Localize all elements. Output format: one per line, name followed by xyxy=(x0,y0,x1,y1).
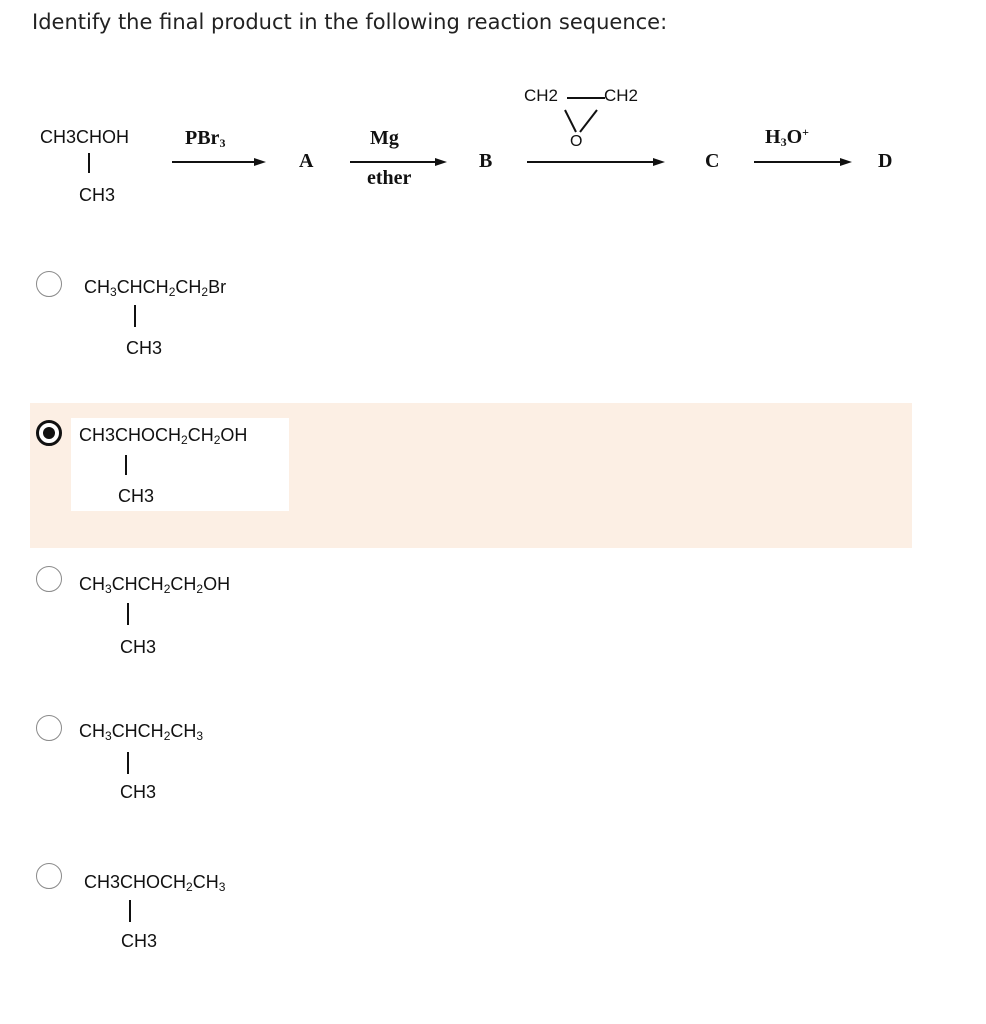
option-2-formula: $CH3CHOCH_2CH_2OH$ xyxy=(79,425,248,447)
start-compound: CH3CHOH xyxy=(40,127,130,147)
option-2-bond xyxy=(125,455,127,475)
option-1-radio[interactable] xyxy=(36,271,62,297)
option-3-bond xyxy=(127,603,129,625)
epoxide-ring xyxy=(555,92,615,152)
start-branch: CH3 xyxy=(79,185,116,205)
reagent-ether: ether xyxy=(367,167,412,189)
option-2-branch: CH3 xyxy=(118,486,155,506)
option-3[interactable] xyxy=(79,574,230,596)
arrow-step2 xyxy=(350,161,443,163)
option-2[interactable] xyxy=(79,425,247,447)
arrow-step1 xyxy=(172,161,262,163)
label-b: B xyxy=(479,150,493,172)
reagent-mg: Mg xyxy=(370,127,399,149)
option-1-bond xyxy=(134,305,136,327)
option-5[interactable] xyxy=(84,872,225,894)
option-4-bond xyxy=(127,752,129,774)
label-d: D xyxy=(878,150,893,172)
option-4-radio[interactable] xyxy=(36,715,62,741)
reagent-pbr3: PBr$_3$ xyxy=(185,127,226,150)
option-3-formula: $CH_3CHCH_2CH_2OH$ xyxy=(79,574,231,596)
option-5-bond xyxy=(129,900,131,922)
option-4-branch: CH3 xyxy=(120,782,157,802)
option-3-radio[interactable] xyxy=(36,566,62,592)
option-1-formula: $CH_3CHCH_2CH_2Br$ xyxy=(84,277,227,299)
option-5-radio[interactable] xyxy=(36,863,62,889)
start-bond xyxy=(88,153,90,173)
epoxide-ch2-right: CH2 xyxy=(604,86,639,105)
label-c: C xyxy=(705,150,720,172)
option-4-formula: $CH_3CHCH_2CH_3$ xyxy=(79,721,204,743)
question-text: Identify the final product in the following reaction sequence: xyxy=(32,10,668,34)
option-1-branch: CH3 xyxy=(126,338,163,358)
label-a: A xyxy=(299,150,314,172)
option-3-branch: CH3 xyxy=(120,637,157,657)
epoxide-oxygen: O xyxy=(570,133,583,150)
arrow-step3 xyxy=(527,161,661,163)
option-5-branch: CH3 xyxy=(121,931,158,951)
reagent-h3o: $H_3O^+$ xyxy=(765,125,809,149)
option-5-formula: $CH3CHOCH_2CH_3$ xyxy=(84,872,226,894)
option-2-radio[interactable] xyxy=(36,420,62,446)
option-4[interactable] xyxy=(79,721,203,743)
arrow-step4 xyxy=(754,161,848,163)
epoxide-ch2-left: CH2 xyxy=(524,86,559,105)
option-1[interactable] xyxy=(84,277,226,299)
